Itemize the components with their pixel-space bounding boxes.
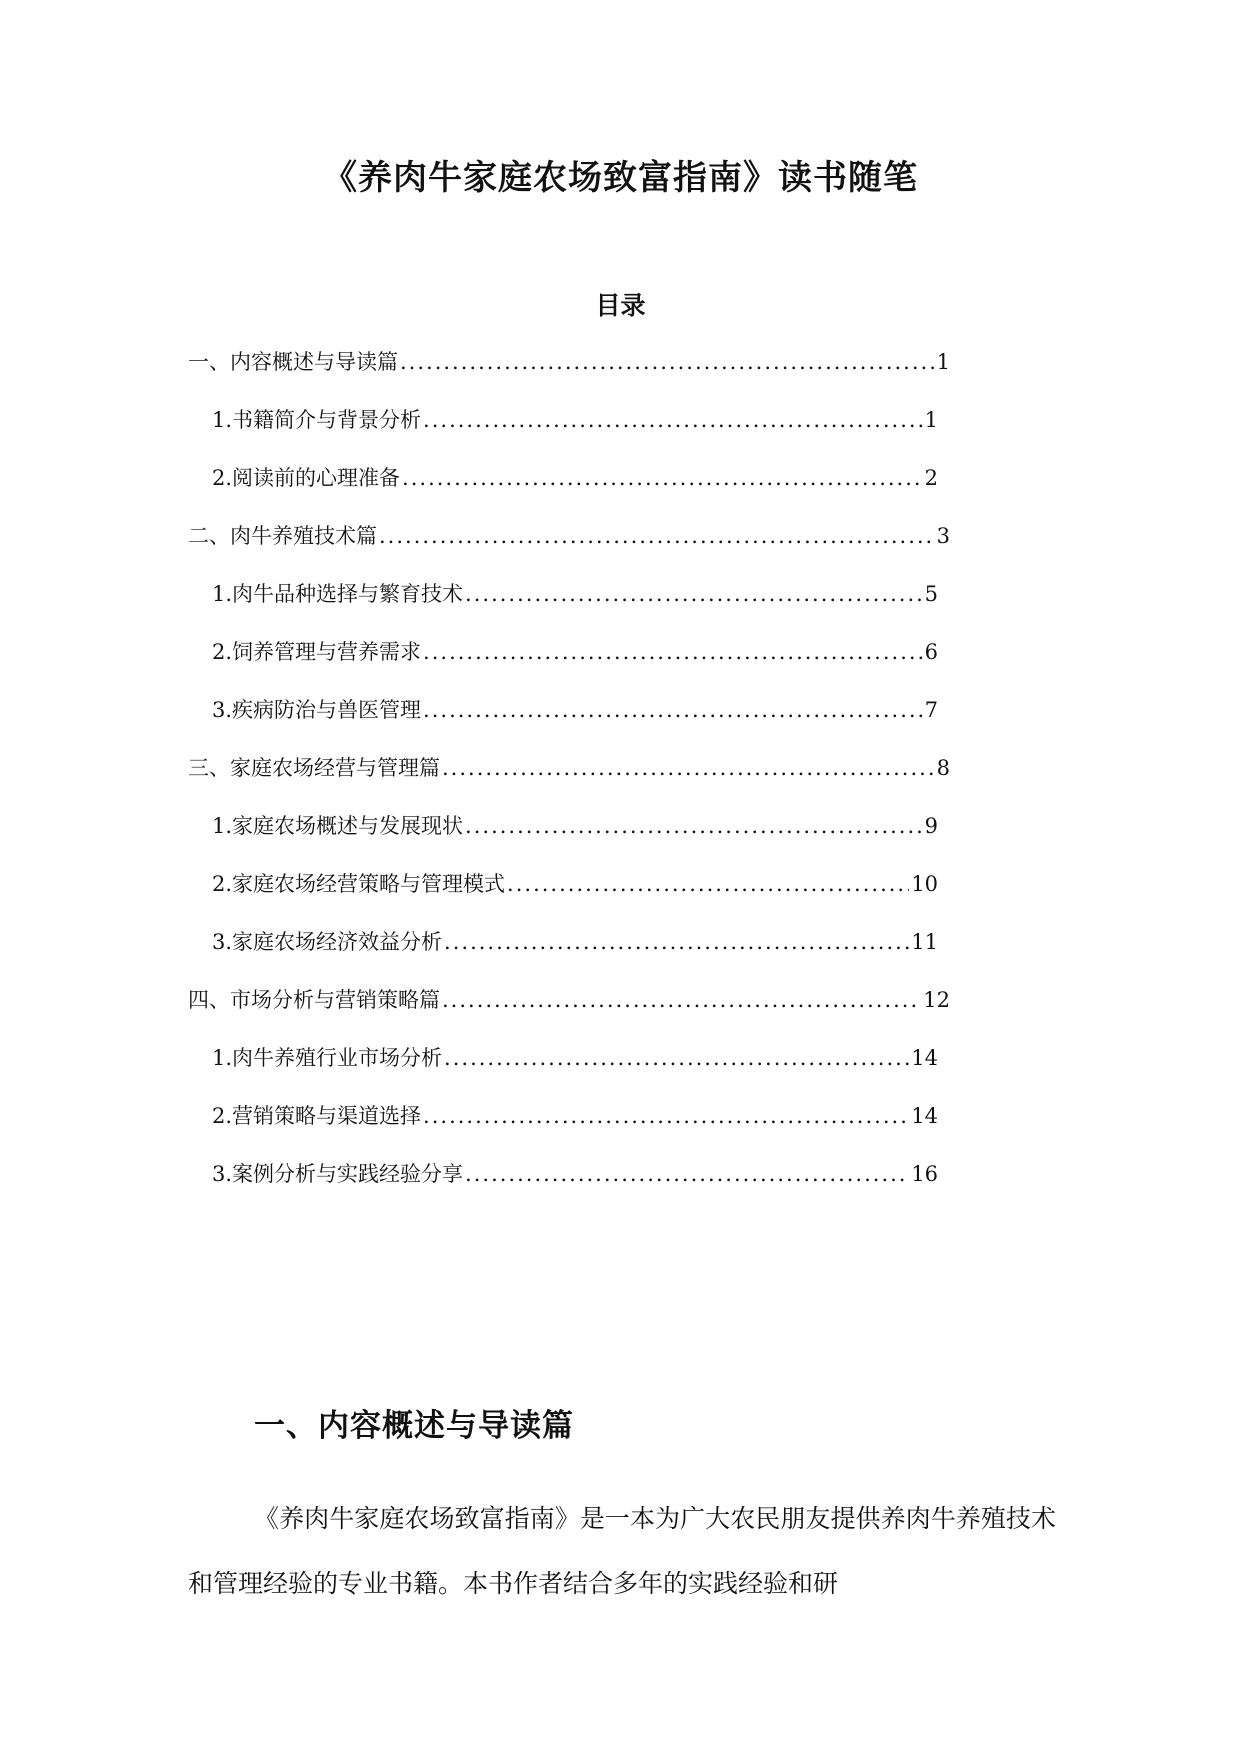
toc-dot-leader bbox=[379, 522, 935, 550]
toc-entry-label: 家庭农场经济效益分析 bbox=[232, 930, 443, 954]
toc-entry-label: 肉牛品种选择与繁育技术 bbox=[232, 582, 464, 606]
toc-entry-number: 1. bbox=[212, 1046, 233, 1070]
toc-entry-label: 书籍简介与背景分析 bbox=[232, 408, 422, 432]
toc-entry-3-3[interactable] bbox=[212, 928, 938, 956]
toc-dot-leader bbox=[402, 464, 923, 492]
toc-entry-label: 饲养管理与营养需求 bbox=[232, 640, 422, 664]
toc-dot-leader bbox=[423, 1102, 909, 1130]
toc-entry-section-1[interactable] bbox=[188, 348, 950, 376]
toc-entry-2-1[interactable] bbox=[212, 580, 938, 608]
toc-dot-leader bbox=[423, 406, 923, 434]
toc-page-number: 10 bbox=[911, 872, 938, 896]
toc-entry-number: 1. bbox=[212, 582, 233, 606]
toc-dot-leader bbox=[465, 812, 923, 840]
toc-entry-number: 3. bbox=[212, 930, 233, 954]
toc-entry-label: 一、内容概述与导读篇 bbox=[188, 350, 398, 374]
toc-entry-2-3[interactable] bbox=[212, 696, 938, 724]
toc-entry-section-3[interactable] bbox=[188, 754, 950, 782]
toc-entry-label: 营销策略与渠道选择 bbox=[232, 1104, 422, 1128]
toc-page-number: 1 bbox=[924, 408, 938, 432]
toc-entry-number: 2. bbox=[212, 872, 233, 896]
toc-entry-3-2[interactable] bbox=[212, 870, 938, 898]
toc-entry-label: 肉牛养殖行业市场分析 bbox=[232, 1046, 443, 1070]
toc-dot-leader bbox=[442, 986, 921, 1014]
toc-entry-label: 家庭农场经营策略与管理模式 bbox=[232, 872, 506, 896]
toc-entry-number: 2. bbox=[212, 1104, 233, 1128]
toc-page-number: 14 bbox=[911, 1104, 938, 1128]
toc-entry-label: 二、肉牛养殖技术篇 bbox=[188, 524, 377, 548]
toc-dot-leader bbox=[444, 1044, 909, 1072]
toc-page-number: 12 bbox=[923, 988, 950, 1012]
toc-dot-leader bbox=[465, 1160, 909, 1188]
toc-page-number: 8 bbox=[936, 756, 950, 780]
body-paragraph: 《养肉牛家庭农场致富指南》是一本为广大农民朋友提供养肉牛养殖技术和管理经验的专业书籍。本书作者结合多年的实践经验和研 bbox=[188, 1504, 1056, 1598]
toc-entry-label: 案例分析与实践经验分享 bbox=[232, 1162, 464, 1186]
document-title: 《养肉牛家庭农场致富指南》读书随笔 bbox=[323, 158, 918, 198]
section-heading: 一、内容概述与导读篇 bbox=[254, 1408, 574, 1444]
toc-entry-4-3[interactable] bbox=[212, 1160, 938, 1188]
toc-page-number: 9 bbox=[924, 814, 938, 838]
toc-entry-label: 家庭农场概述与发展现状 bbox=[232, 814, 464, 838]
toc-entry-number: 3. bbox=[212, 1162, 233, 1186]
toc-page-number: 14 bbox=[911, 1046, 938, 1070]
toc-page-number: 7 bbox=[924, 698, 938, 722]
toc-dot-leader bbox=[444, 928, 909, 956]
toc-dot-leader bbox=[507, 870, 909, 898]
toc-entry-number: 3. bbox=[212, 698, 233, 722]
toc-dot-leader bbox=[400, 348, 935, 376]
toc-page-number: 11 bbox=[911, 930, 938, 954]
toc-entry-4-1[interactable] bbox=[212, 1044, 938, 1072]
toc-page-number: 5 bbox=[924, 582, 938, 606]
toc-entry-1-2[interactable] bbox=[212, 464, 938, 492]
toc-page-number: 1 bbox=[936, 350, 950, 374]
toc-entry-number: 2. bbox=[212, 640, 233, 664]
toc-entry-2-2[interactable] bbox=[212, 638, 938, 666]
toc-page-number: 16 bbox=[911, 1162, 938, 1186]
toc-entry-section-2[interactable] bbox=[188, 522, 950, 550]
toc-entry-number: 2. bbox=[212, 466, 233, 490]
toc-heading: 目录 bbox=[595, 291, 646, 320]
toc-entry-label: 三、家庭农场经营与管理篇 bbox=[188, 756, 440, 780]
toc-dot-leader bbox=[423, 696, 923, 724]
toc-dot-leader bbox=[423, 638, 923, 666]
toc-dot-leader bbox=[442, 754, 935, 782]
toc-entry-4-2[interactable] bbox=[212, 1102, 938, 1130]
toc-entry-label: 阅读前的心理准备 bbox=[232, 466, 401, 490]
toc-page-number: 2 bbox=[924, 466, 938, 490]
toc-entry-label: 四、市场分析与营销策略篇 bbox=[188, 988, 440, 1012]
toc-page-number: 3 bbox=[936, 524, 950, 548]
toc-entry-3-1[interactable] bbox=[212, 812, 938, 840]
toc-page-number: 6 bbox=[924, 640, 938, 664]
toc-entry-number: 1. bbox=[212, 814, 233, 838]
toc-entry-number: 1. bbox=[212, 408, 233, 432]
toc-entry-1-1[interactable] bbox=[212, 406, 938, 434]
toc-dot-leader bbox=[465, 580, 923, 608]
toc-entry-label: 疾病防治与兽医管理 bbox=[232, 698, 422, 722]
toc-entry-section-4[interactable] bbox=[188, 986, 950, 1014]
